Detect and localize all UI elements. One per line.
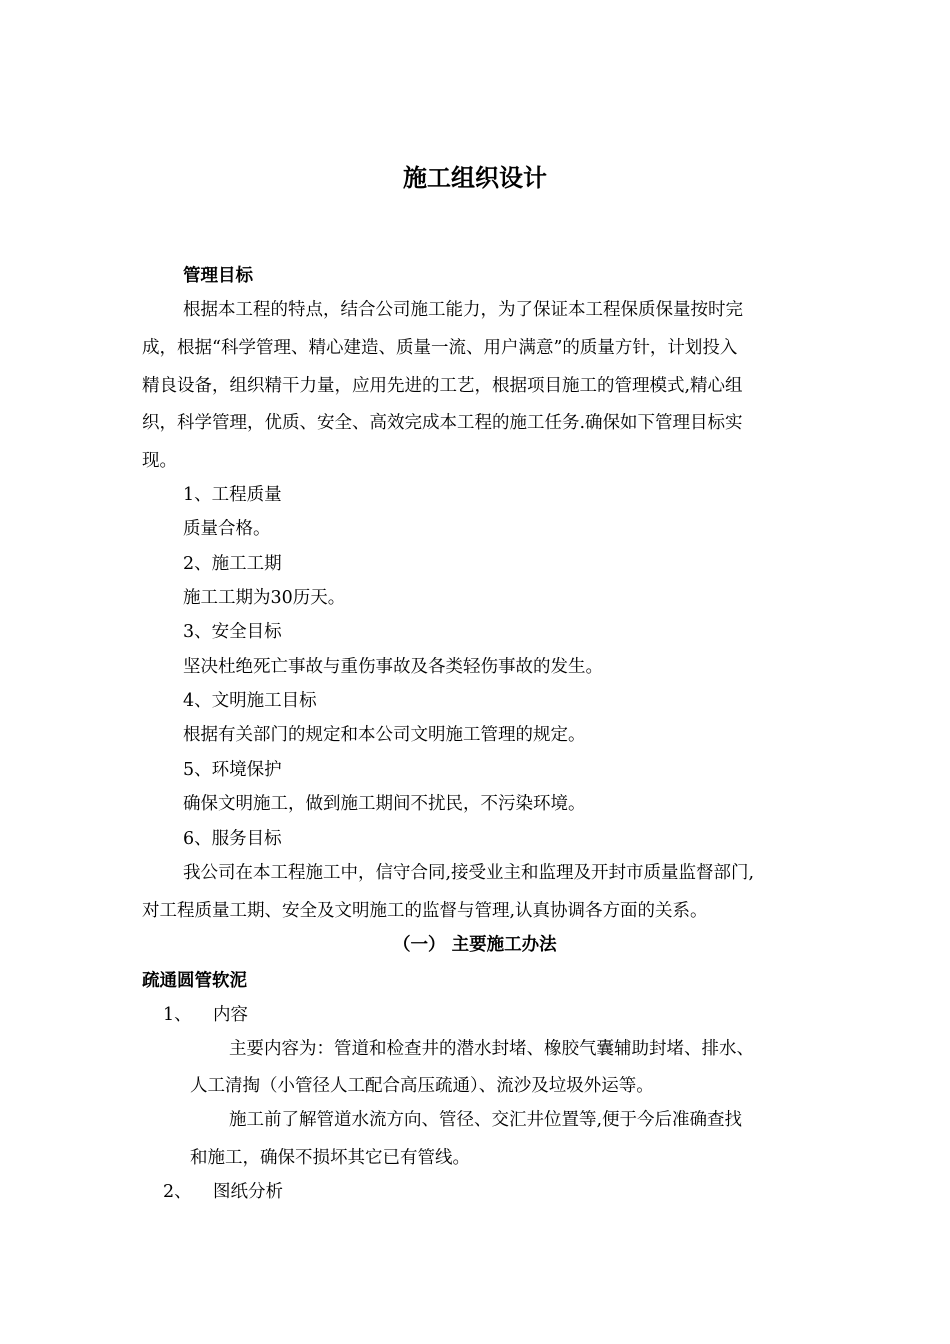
goal-heading: 3、安全目标 — [183, 622, 282, 642]
goal-heading: 4、文明施工目标 — [183, 691, 317, 711]
method-item — [163, 1003, 248, 1027]
method-paragraph-line: 主要内容为：管道和检查井的潜水封堵、橡胶气囊辅助封堵、排水、 — [229, 1039, 754, 1059]
goal-text: 质量合格。 — [183, 519, 271, 539]
goal-heading: 1、工程质量 — [183, 485, 282, 505]
methods-heading: （一） 主要施工办法 — [393, 935, 557, 955]
method-item-label: 图纸分析 — [213, 1182, 283, 1202]
goal-text: 根据有关部门的规定和本公司文明施工管理的规定。 — [183, 725, 586, 745]
goal-text: 确保文明施工，做到施工期间不扰民，不污染环境。 — [183, 794, 586, 814]
method-item-number: 2、 — [163, 1182, 192, 1202]
method-item-label: 内容 — [213, 1005, 248, 1025]
goal-text: 施工工期为30历天。 — [183, 588, 346, 608]
goal-text: 我公司在本工程施工中，信守合同,接受业主和监理及开封市质量监督部门, — [183, 863, 755, 883]
goal-text: 坚决杜绝死亡事故与重伤事故及各类轻伤事故的发生。 — [183, 657, 603, 677]
method-paragraph-line: 和施工，确保不损坏其它已有管线。 — [190, 1148, 470, 1168]
goal-heading: 6、服务目标 — [183, 829, 282, 849]
method-paragraph-line: 施工前了解管道水流方向、管径、交汇井位置等,便于今后准确查找 — [229, 1110, 743, 1130]
document-title: 施工组织设计 — [403, 164, 547, 192]
goal-heading: 5、环境保护 — [183, 760, 282, 780]
management-heading: 管理目标 — [183, 266, 253, 286]
method-item — [163, 1180, 283, 1204]
method-paragraph-line: 人工清掏（小管径人工配合高压疏通）、流沙及垃圾外运等。 — [190, 1076, 654, 1096]
intro-line: 现。 — [142, 451, 177, 471]
goal-text-continued: 对工程质量工期、安全及文明施工的监督与管理,认真协调各方面的关系。 — [142, 901, 708, 921]
method-item-number: 1、 — [163, 1005, 192, 1025]
intro-line: 织，科学管理，优质、安全、高效完成本工程的施工任务.确保如下管理目标实 — [142, 413, 743, 433]
methods-subheading: 疏通圆管软泥 — [142, 971, 247, 991]
intro-line: 精良设备，组织精干力量，应用先进的工艺，根据项目施工的管理模式,精心组 — [142, 376, 743, 396]
intro-line: 成，根据“科学管理、精心建造、质量一流、用户满意”的质量方针，计划投入 — [142, 338, 738, 358]
goal-heading: 2、施工工期 — [183, 554, 282, 574]
intro-line: 根据本工程的特点，结合公司施工能力，为了保证本工程保质保量按时完 — [183, 300, 743, 320]
